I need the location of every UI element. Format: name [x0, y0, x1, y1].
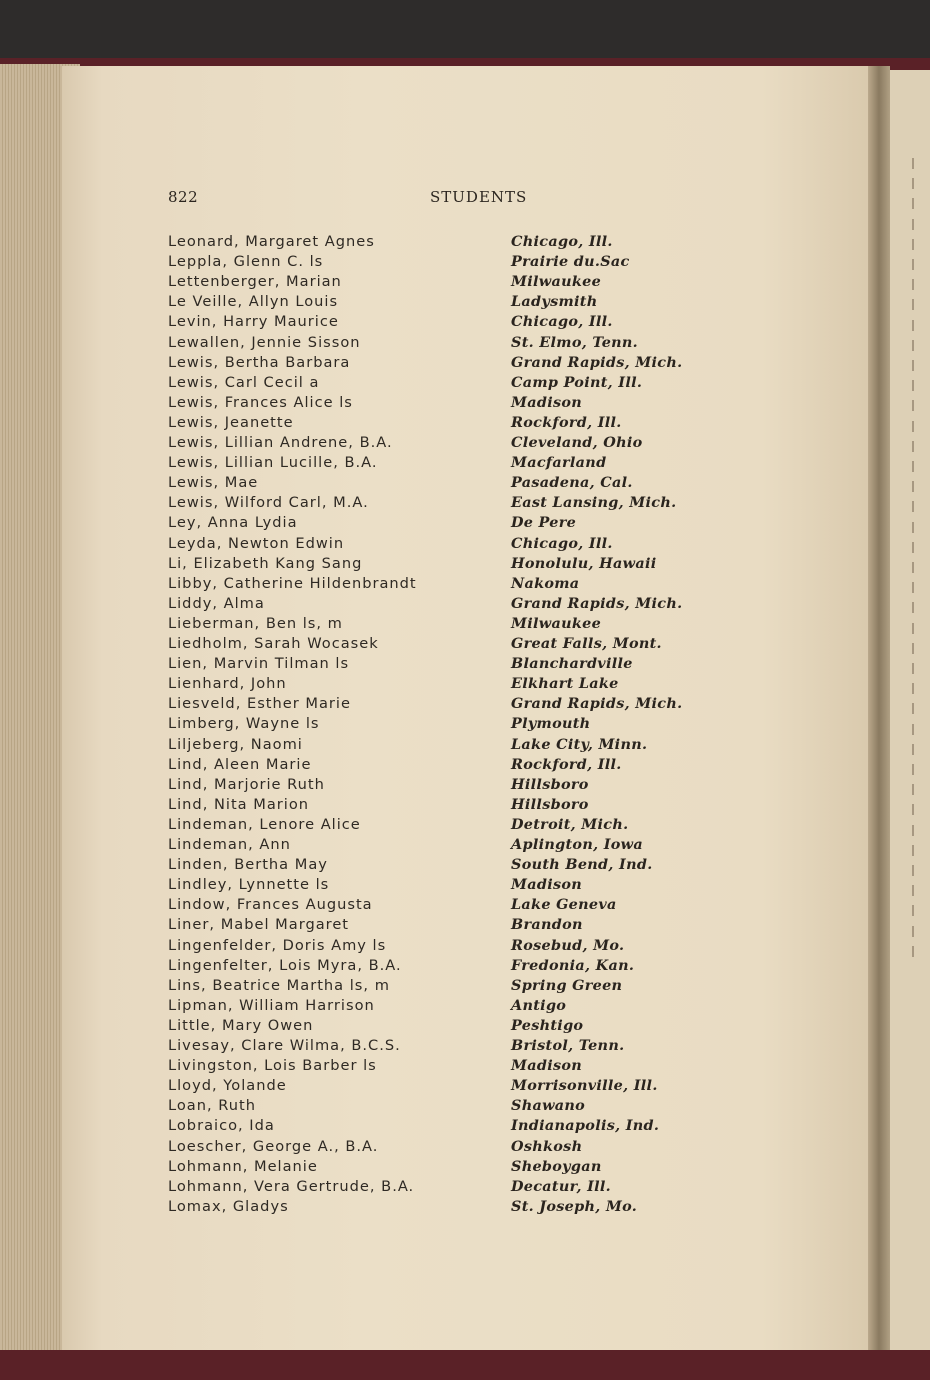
facing-page-letter-mark — [912, 825, 920, 836]
student-entry — [168, 1017, 728, 1037]
student-entry — [168, 1138, 728, 1158]
student-name: Lloyd, Yolande — [168, 1077, 287, 1095]
student-hometown: Antigo — [511, 996, 567, 1014]
student-entry — [168, 816, 728, 836]
student-name: Levin, Harry Maurice — [168, 313, 339, 331]
student-hometown: Rockford, Ill. — [511, 413, 622, 431]
student-name: Livingston, Lois Barber ls — [168, 1057, 377, 1075]
student-hometown: Prairie du.Sac — [511, 253, 630, 271]
student-entry — [168, 595, 728, 615]
facing-page-letter-mark — [912, 663, 920, 674]
student-entry — [168, 494, 728, 514]
student-name: Lewallen, Jennie Sisson — [168, 333, 361, 351]
facing-page-letter-mark — [912, 885, 920, 896]
student-name: Le Veille, Allyn Louis — [168, 293, 339, 311]
student-entry — [168, 756, 728, 776]
student-hometown: South Bend, Ind. — [511, 856, 653, 874]
facing-page-letter-mark — [912, 602, 920, 613]
facing-page-letter-mark — [912, 461, 920, 472]
student-entry — [168, 916, 728, 936]
student-hometown: Spring Green — [511, 976, 623, 994]
student-entry — [168, 575, 728, 595]
facing-page-letter-mark — [912, 724, 920, 735]
facing-page-letter-mark — [912, 219, 920, 230]
student-entry — [168, 1057, 728, 1077]
facing-page-letter-mark — [912, 178, 920, 189]
student-entry — [168, 1097, 728, 1117]
student-name: Liner, Mabel Margaret — [168, 916, 350, 934]
student-hometown: St. Joseph, Mo. — [511, 1197, 638, 1215]
student-hometown: Chicago, Ill. — [511, 233, 613, 250]
student-entry — [168, 293, 728, 313]
facing-page-letter-mark — [912, 643, 920, 654]
student-hometown: Madison — [511, 1057, 583, 1075]
student-hometown: Morrisonville, Ill. — [511, 1077, 658, 1095]
facing-page-letter-mark — [912, 804, 920, 815]
student-hometown: Ladysmith — [511, 293, 598, 311]
student-hometown: Madison — [511, 876, 583, 894]
facing-page-letter-mark — [912, 764, 920, 775]
facing-page-letter-mark — [912, 683, 920, 694]
facing-page-letter-mark — [912, 926, 920, 937]
student-entry — [168, 233, 728, 253]
student-name: Lewis, Wilford Carl, M.A. — [168, 494, 369, 512]
student-name: Lindley, Lynnette ls — [168, 876, 330, 894]
student-hometown: Cleveland, Ohio — [511, 434, 643, 451]
student-name: Libby, Catherine Hildenbrandt — [168, 574, 417, 592]
student-name: Lieberman, Ben ls, m — [168, 614, 343, 632]
student-entry — [168, 1077, 728, 1097]
facing-page-letter-mark — [912, 360, 920, 371]
student-name: Lewis, Mae — [168, 474, 259, 492]
student-hometown: Blanchardville — [511, 655, 633, 673]
student-name: Ley, Anna Lydia — [168, 514, 298, 532]
student-name: Liesveld, Esther Marie — [168, 695, 351, 713]
student-name: Lohmann, Melanie — [168, 1157, 318, 1175]
student-entry — [168, 977, 728, 997]
student-entry — [168, 736, 728, 756]
student-entry — [168, 675, 728, 695]
student-name: Lobraico, Ida — [168, 1117, 275, 1135]
student-hometown: Oshkosh — [511, 1137, 583, 1155]
student-entry — [168, 1037, 728, 1057]
student-entry — [168, 374, 728, 394]
facing-page-letter-mark — [912, 259, 920, 270]
student-hometown: Lake Geneva — [511, 896, 617, 914]
facing-page-letter-mark — [912, 703, 920, 714]
student-hometown: Detroit, Mich. — [511, 815, 629, 833]
student-entry — [168, 1198, 728, 1218]
facing-page-letter-mark — [912, 562, 920, 573]
student-hometown: Fredonia, Kan. — [511, 956, 635, 974]
student-entry — [168, 1178, 728, 1198]
student-name: Lewis, Lillian Andrene, B.A. — [168, 434, 393, 451]
student-hometown: East Lansing, Mich. — [511, 494, 677, 512]
student-hometown: St. Elmo, Tenn. — [511, 333, 638, 351]
student-hometown: Camp Point, Ill. — [511, 373, 643, 391]
student-name: Lind, Aleen Marie — [168, 755, 312, 773]
student-entry — [168, 715, 728, 735]
student-name: Lewis, Frances Alice ls — [168, 393, 353, 411]
facing-page-letter-mark — [912, 320, 920, 331]
student-entry — [168, 655, 728, 675]
student-entry — [168, 695, 728, 715]
student-hometown: Great Falls, Mont. — [511, 635, 662, 652]
student-hometown: Decatur, Ill. — [511, 1177, 611, 1195]
facing-page-letter-mark — [912, 623, 920, 634]
student-name: Lettenberger, Marian — [168, 273, 342, 291]
student-hometown: Milwaukee — [511, 614, 602, 632]
student-hometown: Milwaukee — [511, 273, 602, 291]
student-entry — [168, 514, 728, 534]
student-hometown: Grand Rapids, Mich. — [511, 695, 683, 713]
facing-page-letter-mark — [912, 582, 920, 593]
facing-page-letter-mark — [912, 501, 920, 512]
facing-page-letter-mark — [912, 522, 920, 533]
student-entry — [168, 535, 728, 555]
page-header — [168, 188, 548, 210]
student-name: Lingenfelder, Doris Amy ls — [168, 936, 387, 954]
student-hometown: Chicago, Ill. — [511, 313, 613, 331]
student-name: Liedholm, Sarah Wocasek — [168, 635, 379, 652]
student-entry — [168, 313, 728, 333]
student-name: Liddy, Alma — [168, 594, 265, 612]
student-name: Liljeberg, Naomi — [168, 735, 303, 753]
student-name: Linden, Bertha May — [168, 856, 328, 874]
student-name: Lewis, Bertha Barbara — [168, 353, 351, 371]
student-entry — [168, 273, 728, 293]
student-name: Little, Mary Owen — [168, 1016, 314, 1034]
student-name: Lewis, Lillian Lucille, B.A. — [168, 454, 378, 472]
student-entry — [168, 635, 728, 655]
page-number: 822 — [168, 188, 199, 206]
student-name: Loan, Ruth — [168, 1097, 256, 1115]
student-entry — [168, 1117, 728, 1137]
facing-page-letter-mark — [912, 380, 920, 391]
student-entry — [168, 615, 728, 635]
student-name: Lindow, Frances Augusta — [168, 896, 373, 914]
student-name: Lomax, Gladys — [168, 1197, 289, 1215]
student-entry — [168, 253, 728, 273]
student-entry — [168, 957, 728, 977]
student-entry — [168, 434, 728, 454]
student-hometown: Honolulu, Hawaii — [511, 554, 657, 572]
student-hometown: Sheboygan — [511, 1157, 602, 1175]
student-entry — [168, 1158, 728, 1178]
student-name: Lipman, William Harrison — [168, 996, 375, 1014]
student-hometown: Madison — [511, 393, 583, 411]
student-entry — [168, 776, 728, 796]
student-hometown: Peshtigo — [511, 1016, 584, 1034]
facing-page-letter-mark — [912, 400, 920, 411]
facing-page-letter-mark — [912, 784, 920, 795]
student-hometown: Grand Rapids, Mich. — [511, 353, 683, 371]
student-entry — [168, 997, 728, 1017]
student-hometown: Nakoma — [511, 574, 580, 592]
facing-page-letter-mark — [912, 158, 920, 169]
student-hometown: Elkhart Lake — [511, 675, 619, 693]
book-gutter — [868, 66, 890, 1350]
student-hometown: Chicago, Ill. — [511, 534, 613, 552]
student-name: Lewis, Jeanette — [168, 413, 294, 431]
student-entry — [168, 454, 728, 474]
student-hometown: Plymouth — [511, 715, 591, 733]
facing-page-letter-mark — [912, 198, 920, 209]
facing-page-letter-mark — [912, 905, 920, 916]
student-hometown: Hillsboro — [511, 795, 589, 813]
student-name: Lohmann, Vera Gertrude, B.A. — [168, 1177, 415, 1195]
facing-page-letter-mark — [912, 279, 920, 290]
facing-page-letter-mark — [912, 340, 920, 351]
student-name: Lewis, Carl Cecil a — [168, 373, 320, 391]
student-name: Lind, Nita Marion — [168, 795, 310, 813]
student-entry — [168, 555, 728, 575]
student-hometown: De Pere — [511, 514, 577, 532]
student-name: Livesay, Clare Wilma, B.C.S. — [168, 1037, 401, 1054]
student-hometown: Shawano — [511, 1097, 586, 1115]
facing-page-edge — [890, 70, 930, 1350]
student-name: Lien, Marvin Tilman ls — [168, 655, 350, 673]
student-hometown: Brandon — [511, 916, 583, 934]
student-hometown: Macfarland — [511, 454, 607, 472]
student-name: Leyda, Newton Edwin — [168, 534, 345, 552]
student-hometown: Pasadena, Cal. — [511, 474, 633, 492]
student-entry — [168, 836, 728, 856]
student-name: Lindeman, Ann — [168, 836, 291, 853]
facing-page-letter-mark — [912, 481, 920, 492]
student-name: Limberg, Wayne ls — [168, 715, 320, 733]
student-hometown: Rockford, Ill. — [511, 755, 622, 773]
facing-page-letter-mark — [912, 845, 920, 856]
student-entry — [168, 394, 728, 414]
student-hometown: Bristol, Tenn. — [511, 1037, 625, 1054]
facing-page-letter-mark — [912, 441, 920, 452]
facing-page-letter-mark — [912, 299, 920, 310]
student-name: Lins, Beatrice Martha ls, m — [168, 976, 390, 994]
student-entry — [168, 334, 728, 354]
student-name: Leppla, Glenn C. ls — [168, 253, 324, 271]
student-entry — [168, 937, 728, 957]
student-entry — [168, 896, 728, 916]
student-hometown: Rosebud, Mo. — [511, 936, 625, 954]
student-hometown: Hillsboro — [511, 775, 589, 793]
student-name: Lindeman, Lenore Alice — [168, 815, 361, 833]
student-name: Lind, Marjorie Ruth — [168, 775, 325, 793]
student-name: Loescher, George A., B.A. — [168, 1137, 379, 1155]
facing-page-letter-mark — [912, 542, 920, 553]
student-hometown: Aplington, Iowa — [511, 836, 643, 853]
student-hometown: Indianapolis, Ind. — [511, 1117, 660, 1135]
student-name: Lienhard, John — [168, 675, 287, 693]
student-hometown: Lake City, Minn. — [511, 735, 648, 753]
facing-page-letter-mark — [912, 239, 920, 250]
running-head: STUDENTS — [430, 188, 528, 206]
student-entry — [168, 796, 728, 816]
student-entry — [168, 414, 728, 434]
facing-page-letter-mark — [912, 421, 920, 432]
facing-page-letter-mark — [912, 865, 920, 876]
student-name: Leonard, Margaret Agnes — [168, 233, 375, 250]
student-name: Lingenfelter, Lois Myra, B.A. — [168, 956, 402, 974]
student-entry — [168, 354, 728, 374]
facing-page-letter-mark — [912, 946, 920, 957]
student-hometown: Grand Rapids, Mich. — [511, 594, 683, 612]
facing-page-letter-mark — [912, 744, 920, 755]
student-entry — [168, 876, 728, 896]
student-entry — [168, 856, 728, 876]
student-entry — [168, 474, 728, 494]
student-name: Li, Elizabeth Kang Sang — [168, 554, 363, 572]
